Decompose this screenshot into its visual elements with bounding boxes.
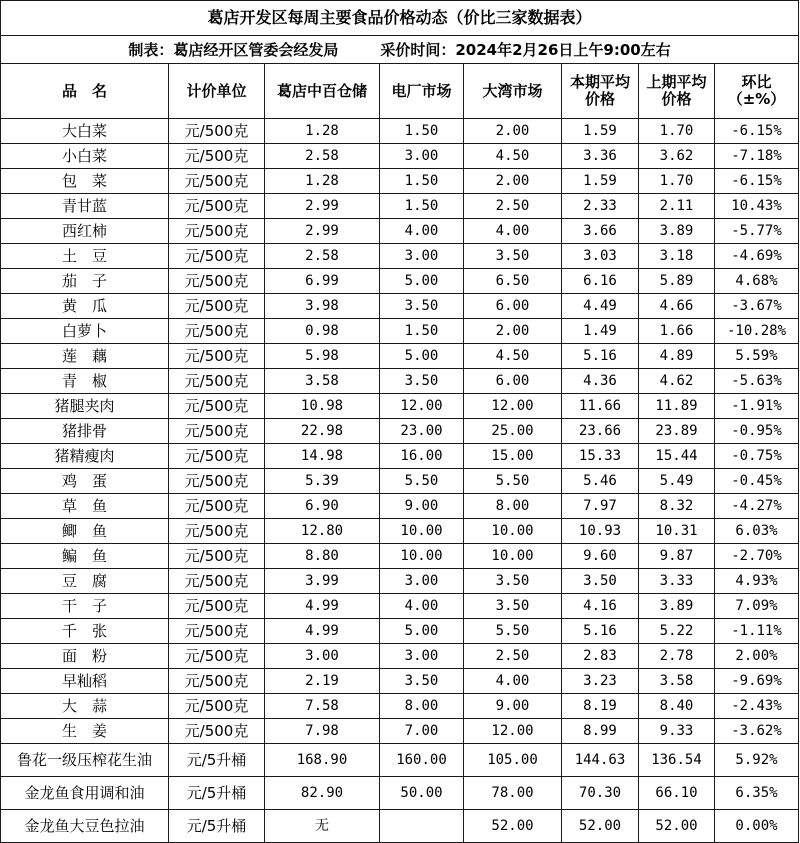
cell-avg-prev: 9.87 xyxy=(639,544,715,569)
price-time-text: 采价时间：2024年2月26日上午9:00左右 xyxy=(380,40,671,59)
table-row xyxy=(1,719,799,744)
cell-change: -0.45% xyxy=(715,469,799,494)
cell-unit: 元/500克 xyxy=(169,394,265,419)
cell-avg-now: 5.16 xyxy=(562,344,639,369)
cell-change: -7.18% xyxy=(715,144,799,169)
cell-name: 早籼稻 xyxy=(1,669,169,694)
cell-avg-prev: 3.89 xyxy=(639,219,715,244)
cell-unit: 元/500克 xyxy=(169,469,265,494)
cell-store2-price: 16.00 xyxy=(380,444,464,469)
cell-store3-price: 25.00 xyxy=(464,419,562,444)
cell-unit: 元/500克 xyxy=(169,669,265,694)
cell-store2-price: 10.00 xyxy=(380,544,464,569)
cell-avg-now: 1.59 xyxy=(562,169,639,194)
table-row xyxy=(1,419,799,444)
cell-change: -6.15% xyxy=(715,119,799,144)
cell-avg-now: 3.36 xyxy=(562,144,639,169)
cell-avg-now: 144.63 xyxy=(562,744,639,777)
cell-change: -9.69% xyxy=(715,669,799,694)
header-avg-now xyxy=(562,64,639,119)
header-avg-now-line2: 价格 xyxy=(584,90,615,108)
cell-unit: 元/500克 xyxy=(169,644,265,669)
cell-avg-now: 23.66 xyxy=(562,419,639,444)
table-row xyxy=(1,219,799,244)
table-row xyxy=(1,544,799,569)
table-row xyxy=(1,269,799,294)
cell-store3-price: 105.00 xyxy=(464,744,562,777)
cell-store3-price: 5.50 xyxy=(464,619,562,644)
cell-store1-price: 3.98 xyxy=(265,294,380,319)
cell-change: 6.35% xyxy=(715,777,799,810)
cell-avg-now: 10.93 xyxy=(562,519,639,544)
cell-store2-price: 7.00 xyxy=(380,719,464,744)
cell-name: 莲 藕 xyxy=(1,344,169,369)
cell-store2-price: 5.00 xyxy=(380,269,464,294)
cell-store1-price: 12.80 xyxy=(265,519,380,544)
cell-store2-price: 3.50 xyxy=(380,294,464,319)
cell-store1-price: 0.98 xyxy=(265,319,380,344)
cell-change: 0.00% xyxy=(715,810,799,843)
cell-avg-now: 3.50 xyxy=(562,569,639,594)
cell-store2-price: 8.00 xyxy=(380,694,464,719)
cell-name: 猪精瘦肉 xyxy=(1,444,169,469)
cell-avg-now: 9.60 xyxy=(562,544,639,569)
cell-name: 大白菜 xyxy=(1,119,169,144)
header-avg-prev-line2: 价格 xyxy=(661,90,692,108)
header-change-line2: （±%） xyxy=(727,90,786,108)
cell-store2-price: 3.00 xyxy=(380,244,464,269)
cell-store1-price: 6.90 xyxy=(265,494,380,519)
cell-store2-price: 12.00 xyxy=(380,394,464,419)
table-row xyxy=(1,644,799,669)
cell-avg-now: 8.99 xyxy=(562,719,639,744)
cell-name: 鸡 蛋 xyxy=(1,469,169,494)
cell-unit: 元/500克 xyxy=(169,719,265,744)
cell-store3-price: 4.50 xyxy=(464,144,562,169)
cell-store1-price: 82.90 xyxy=(265,777,380,810)
cell-avg-now: 7.97 xyxy=(562,494,639,519)
cell-avg-prev: 66.10 xyxy=(639,777,715,810)
cell-store1-price: 2.99 xyxy=(265,194,380,219)
cell-unit: 元/500克 xyxy=(169,269,265,294)
cell-store1-price: 1.28 xyxy=(265,169,380,194)
cell-name: 鲫 鱼 xyxy=(1,519,169,544)
table-row xyxy=(1,810,799,843)
cell-store1-price: 无 xyxy=(265,810,380,843)
table-info xyxy=(1,36,799,64)
table-title: 葛店开发区每周主要食品价格动态（价比三家数据表） xyxy=(1,1,799,36)
cell-avg-now: 5.46 xyxy=(562,469,639,494)
cell-avg-prev: 2.11 xyxy=(639,194,715,219)
table-row xyxy=(1,169,799,194)
table-row xyxy=(1,444,799,469)
cell-avg-prev: 4.89 xyxy=(639,344,715,369)
cell-store2-price: 1.50 xyxy=(380,194,464,219)
cell-store1-price: 2.58 xyxy=(265,144,380,169)
cell-change: -3.67% xyxy=(715,294,799,319)
cell-change: 10.43% xyxy=(715,194,799,219)
cell-store1-price: 7.98 xyxy=(265,719,380,744)
cell-store2-price: 3.50 xyxy=(380,669,464,694)
cell-name: 白萝卜 xyxy=(1,319,169,344)
cell-avg-prev: 3.89 xyxy=(639,594,715,619)
cell-change: -1.91% xyxy=(715,394,799,419)
cell-store3-price: 10.00 xyxy=(464,519,562,544)
cell-unit: 元/500克 xyxy=(169,119,265,144)
cell-name: 西红柿 xyxy=(1,219,169,244)
cell-store2-price: 3.50 xyxy=(380,369,464,394)
cell-store1-price: 1.28 xyxy=(265,119,380,144)
cell-unit: 元/500克 xyxy=(169,144,265,169)
header-change xyxy=(715,64,799,119)
table-row xyxy=(1,294,799,319)
cell-change: -2.43% xyxy=(715,694,799,719)
cell-avg-prev: 1.66 xyxy=(639,319,715,344)
cell-store1-price: 10.98 xyxy=(265,394,380,419)
cell-store3-price: 2.50 xyxy=(464,194,562,219)
table-row xyxy=(1,319,799,344)
cell-store1-price: 5.39 xyxy=(265,469,380,494)
table-row xyxy=(1,519,799,544)
cell-avg-prev: 15.44 xyxy=(639,444,715,469)
cell-change: -3.62% xyxy=(715,719,799,744)
cell-store3-price: 5.50 xyxy=(464,469,562,494)
cell-avg-prev: 9.33 xyxy=(639,719,715,744)
cell-store3-price: 6.50 xyxy=(464,269,562,294)
cell-store3-price: 6.00 xyxy=(464,294,562,319)
cell-avg-prev: 4.66 xyxy=(639,294,715,319)
header-store1: 葛店中百仓储 xyxy=(265,64,380,119)
cell-unit: 元/500克 xyxy=(169,519,265,544)
cell-name: 土 豆 xyxy=(1,244,169,269)
cell-store2-price: 5.50 xyxy=(380,469,464,494)
cell-name: 草 鱼 xyxy=(1,494,169,519)
header-avg-prev-line1: 上期平均 xyxy=(646,73,707,91)
table-row xyxy=(1,619,799,644)
cell-name: 干 子 xyxy=(1,594,169,619)
cell-name: 生 姜 xyxy=(1,719,169,744)
cell-avg-now: 52.00 xyxy=(562,810,639,843)
cell-avg-prev: 1.70 xyxy=(639,119,715,144)
cell-store1-price: 8.80 xyxy=(265,544,380,569)
cell-avg-now: 3.66 xyxy=(562,219,639,244)
cell-change: -5.63% xyxy=(715,369,799,394)
cell-avg-prev: 10.31 xyxy=(639,519,715,544)
cell-unit: 元/5升桶 xyxy=(169,744,265,777)
cell-change: -0.75% xyxy=(715,444,799,469)
cell-store1-price: 3.58 xyxy=(265,369,380,394)
table-row xyxy=(1,569,799,594)
cell-store1-price: 4.99 xyxy=(265,594,380,619)
header-unit: 计价单位 xyxy=(169,64,265,119)
cell-avg-now: 15.33 xyxy=(562,444,639,469)
cell-store3-price: 12.00 xyxy=(464,719,562,744)
cell-avg-now: 1.49 xyxy=(562,319,639,344)
cell-change: 5.59% xyxy=(715,344,799,369)
cell-store2-price: 23.00 xyxy=(380,419,464,444)
cell-name: 包 菜 xyxy=(1,169,169,194)
cell-store3-price: 2.50 xyxy=(464,644,562,669)
cell-avg-prev: 3.62 xyxy=(639,144,715,169)
cell-unit: 元/500克 xyxy=(169,369,265,394)
cell-avg-prev: 136.54 xyxy=(639,744,715,777)
cell-store3-price: 2.00 xyxy=(464,169,562,194)
header-change-line1: 环比 xyxy=(741,73,772,91)
cell-avg-prev: 3.18 xyxy=(639,244,715,269)
cell-store3-price: 2.00 xyxy=(464,119,562,144)
cell-unit: 元/500克 xyxy=(169,619,265,644)
cell-unit: 元/500克 xyxy=(169,244,265,269)
cell-store2-price: 1.50 xyxy=(380,169,464,194)
cell-store2-price: 10.00 xyxy=(380,519,464,544)
cell-avg-now: 11.66 xyxy=(562,394,639,419)
cell-avg-now: 2.83 xyxy=(562,644,639,669)
cell-avg-now: 4.16 xyxy=(562,594,639,619)
cell-avg-now: 6.16 xyxy=(562,269,639,294)
cell-name: 青甘蓝 xyxy=(1,194,169,219)
cell-change: 7.09% xyxy=(715,594,799,619)
table-row xyxy=(1,194,799,219)
cell-change: -0.95% xyxy=(715,419,799,444)
cell-avg-prev: 4.62 xyxy=(639,369,715,394)
cell-avg-now: 70.30 xyxy=(562,777,639,810)
cell-avg-prev: 5.22 xyxy=(639,619,715,644)
table-row xyxy=(1,494,799,519)
header-avg-now-line1: 本期平均 xyxy=(569,73,630,91)
cell-avg-now: 1.59 xyxy=(562,119,639,144)
cell-name: 黄 瓜 xyxy=(1,294,169,319)
cell-unit: 元/500克 xyxy=(169,544,265,569)
cell-store1-price: 6.99 xyxy=(265,269,380,294)
cell-avg-now: 4.36 xyxy=(562,369,639,394)
cell-avg-prev: 5.89 xyxy=(639,269,715,294)
cell-unit: 元/500克 xyxy=(169,694,265,719)
cell-unit: 元/500克 xyxy=(169,194,265,219)
cell-store3-price: 52.00 xyxy=(464,810,562,843)
cell-name: 豆 腐 xyxy=(1,569,169,594)
cell-unit: 元/500克 xyxy=(169,294,265,319)
cell-avg-now: 4.49 xyxy=(562,294,639,319)
table-row xyxy=(1,669,799,694)
cell-store3-price: 10.00 xyxy=(464,544,562,569)
cell-avg-now: 3.23 xyxy=(562,669,639,694)
cell-name: 鳊 鱼 xyxy=(1,544,169,569)
cell-change: -5.77% xyxy=(715,219,799,244)
cell-store2-price: 3.00 xyxy=(380,644,464,669)
cell-avg-prev: 3.58 xyxy=(639,669,715,694)
header-store2: 电厂市场 xyxy=(380,64,464,119)
table-row xyxy=(1,594,799,619)
cell-unit: 元/500克 xyxy=(169,594,265,619)
cell-avg-now: 3.03 xyxy=(562,244,639,269)
cell-avg-prev: 52.00 xyxy=(639,810,715,843)
cell-name: 千 张 xyxy=(1,619,169,644)
cell-store3-price: 3.50 xyxy=(464,594,562,619)
cell-name: 金龙鱼大豆色拉油 xyxy=(1,810,169,843)
cell-store2-price: 3.00 xyxy=(380,144,464,169)
cell-store3-price: 12.00 xyxy=(464,394,562,419)
table-row xyxy=(1,144,799,169)
cell-store3-price: 78.00 xyxy=(464,777,562,810)
cell-change: -4.69% xyxy=(715,244,799,269)
cell-change: -1.11% xyxy=(715,619,799,644)
cell-name: 小白菜 xyxy=(1,144,169,169)
cell-unit: 元/500克 xyxy=(169,444,265,469)
cell-change: 4.68% xyxy=(715,269,799,294)
cell-store2-price: 9.00 xyxy=(380,494,464,519)
table-row xyxy=(1,394,799,419)
cell-store2-price: 5.00 xyxy=(380,344,464,369)
cell-store2-price: 1.50 xyxy=(380,319,464,344)
cell-store2-price: 1.50 xyxy=(380,119,464,144)
cell-store2-price: 5.00 xyxy=(380,619,464,644)
cell-avg-prev: 1.70 xyxy=(639,169,715,194)
cell-avg-now: 8.19 xyxy=(562,694,639,719)
cell-change: -10.28% xyxy=(715,319,799,344)
cell-avg-prev: 8.40 xyxy=(639,694,715,719)
cell-store1-price: 2.19 xyxy=(265,669,380,694)
cell-store2-price: 4.00 xyxy=(380,219,464,244)
cell-unit: 元/500克 xyxy=(169,494,265,519)
cell-avg-prev: 23.89 xyxy=(639,419,715,444)
cell-change: -4.27% xyxy=(715,494,799,519)
cell-store2-price: 160.00 xyxy=(380,744,464,777)
cell-store1-price: 7.58 xyxy=(265,694,380,719)
cell-name: 茄 子 xyxy=(1,269,169,294)
cell-change: 5.92% xyxy=(715,744,799,777)
cell-store1-price: 4.99 xyxy=(265,619,380,644)
cell-unit: 元/500克 xyxy=(169,169,265,194)
cell-store2-price xyxy=(380,810,464,843)
cell-store1-price: 3.99 xyxy=(265,569,380,594)
cell-store1-price: 168.90 xyxy=(265,744,380,777)
header-row xyxy=(1,64,799,119)
cell-store3-price: 4.50 xyxy=(464,344,562,369)
cell-store3-price: 15.00 xyxy=(464,444,562,469)
cell-store3-price: 9.00 xyxy=(464,694,562,719)
cell-unit: 元/500克 xyxy=(169,319,265,344)
cell-name: 猪排骨 xyxy=(1,419,169,444)
cell-avg-prev: 11.89 xyxy=(639,394,715,419)
cell-avg-now: 5.16 xyxy=(562,619,639,644)
cell-store2-price: 50.00 xyxy=(380,777,464,810)
cell-name: 猪腿夹肉 xyxy=(1,394,169,419)
header-store3: 大湾市场 xyxy=(464,64,562,119)
cell-store3-price: 6.00 xyxy=(464,369,562,394)
cell-name: 鲁花一级压榨花生油 xyxy=(1,744,169,777)
cell-store1-price: 2.99 xyxy=(265,219,380,244)
cell-avg-prev: 8.32 xyxy=(639,494,715,519)
cell-avg-now: 2.33 xyxy=(562,194,639,219)
maker-text: 制表：葛店经开区管委会经发局 xyxy=(128,40,339,59)
cell-unit: 元/500克 xyxy=(169,344,265,369)
cell-unit: 元/500克 xyxy=(169,419,265,444)
cell-name: 面 粉 xyxy=(1,644,169,669)
cell-store3-price: 2.00 xyxy=(464,319,562,344)
header-name: 品 名 xyxy=(1,64,169,119)
cell-change: -6.15% xyxy=(715,169,799,194)
cell-change: 6.03% xyxy=(715,519,799,544)
cell-store2-price: 4.00 xyxy=(380,594,464,619)
table-row xyxy=(1,344,799,369)
cell-change: 2.00% xyxy=(715,644,799,669)
cell-store1-price: 5.98 xyxy=(265,344,380,369)
cell-store1-price: 3.00 xyxy=(265,644,380,669)
cell-avg-prev: 3.33 xyxy=(639,569,715,594)
cell-unit: 元/5升桶 xyxy=(169,777,265,810)
cell-name: 金龙鱼食用调和油 xyxy=(1,777,169,810)
cell-unit: 元/500克 xyxy=(169,569,265,594)
table-row xyxy=(1,469,799,494)
table-row xyxy=(1,744,799,777)
table-row xyxy=(1,119,799,144)
cell-name: 大 蒜 xyxy=(1,694,169,719)
cell-store1-price: 22.98 xyxy=(265,419,380,444)
header-avg-prev xyxy=(639,64,715,119)
cell-store3-price: 8.00 xyxy=(464,494,562,519)
table-row xyxy=(1,369,799,394)
table-row xyxy=(1,777,799,810)
cell-unit: 元/500克 xyxy=(169,219,265,244)
cell-change: -2.70% xyxy=(715,544,799,569)
cell-store3-price: 4.00 xyxy=(464,669,562,694)
cell-unit: 元/5升桶 xyxy=(169,810,265,843)
cell-store1-price: 14.98 xyxy=(265,444,380,469)
cell-store3-price: 3.50 xyxy=(464,569,562,594)
table-row xyxy=(1,694,799,719)
cell-name: 青 椒 xyxy=(1,369,169,394)
cell-store2-price: 3.00 xyxy=(380,569,464,594)
cell-store1-price: 2.58 xyxy=(265,244,380,269)
cell-store3-price: 4.00 xyxy=(464,219,562,244)
cell-avg-prev: 5.49 xyxy=(639,469,715,494)
cell-avg-prev: 2.78 xyxy=(639,644,715,669)
table-row xyxy=(1,244,799,269)
cell-store3-price: 3.50 xyxy=(464,244,562,269)
cell-change: 4.93% xyxy=(715,569,799,594)
